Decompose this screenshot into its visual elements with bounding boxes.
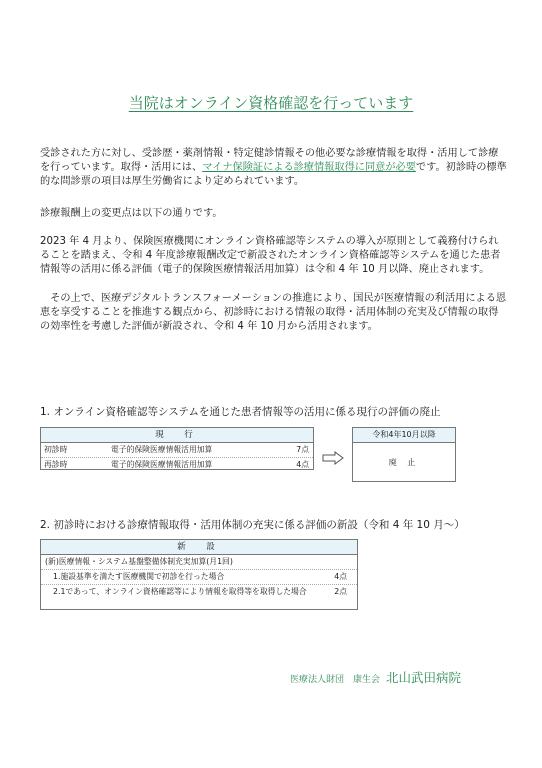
after-change-body: 廃 止 xyxy=(388,458,420,467)
row-label: 初診時 xyxy=(44,445,68,454)
footer-signature xyxy=(290,668,461,686)
arrow-right-icon xyxy=(322,451,344,465)
intro-paragraph-3: 2023 年 4 月より、保険医療機関にオンライン資格確認等システムの導入が原則として義務付けられることを踏まえ、令和 4 年度診療報酬改定で新設されたオンライン資格確認等システムを通じた患者情報等の活用に係る評価（電子的保険医療情報活用加算）は令和 4 年 10 月以降、廃止されます。 xyxy=(40,236,501,275)
row-points: 7点 xyxy=(296,445,309,454)
section-1-heading: 1. オンライン資格確認等システムを通じた患者情報等の活用に係る現行の評価の廃止 xyxy=(40,406,441,418)
row-points: 4点 xyxy=(296,460,309,469)
table-row xyxy=(41,457,313,472)
row-points: 4点 xyxy=(334,572,347,581)
row-item: (新)医療情報・システム基盤整備体制充実加算(月1回) xyxy=(45,557,233,566)
new-table-header: 新 設 xyxy=(41,540,357,555)
after-change-box xyxy=(352,427,456,482)
current-table xyxy=(40,427,314,470)
current-table-header: 現 行 xyxy=(41,428,313,443)
table-row xyxy=(41,555,357,569)
consent-highlight: マイナ保険証による診療情報取得に同意が必要 xyxy=(202,162,416,173)
section-2-heading: 2. 初診時における診療情報取得・活用体制の充実に係る評価の新設（令和 4 年 10 月～） xyxy=(40,519,465,531)
after-change-header: 令和4年10月以降 xyxy=(353,428,455,443)
new-table xyxy=(40,539,358,610)
table-row xyxy=(41,569,357,584)
intro-paragraph-1: 受診された方に対し、受診歴・薬剤情報・特定健診情報その他必要な診療情報を取得・活用して診療を行っています。取得・活用には、マイナ保険証による診療情報取得に同意が必要です。初診時の標準的な問診票の項目は厚生労働省により定められています。 xyxy=(40,148,507,187)
page-title: 当院はオンライン資格確認を行っています xyxy=(128,94,414,112)
row-item: 電子的保険医療情報活用加算 xyxy=(111,445,213,454)
table-row xyxy=(41,443,313,457)
hospital-name: 北山武田病院 xyxy=(386,670,462,685)
row-label: 再診時 xyxy=(44,460,68,469)
row-item: 1.施設基準を満たす医療機関で初診を行った場合 xyxy=(53,572,225,581)
intro-paragraph-2: 診療報酬上の変更点は以下の通りです。 xyxy=(40,208,223,219)
row-points: 2点 xyxy=(334,587,347,596)
intro-paragraph-4: その上で、医療デジタルトランスフォーメーションの推進により、国民が医療情報の利活用による恩恵を享受することを推進する観点から、初診時における情報の取得・活用体制の充実及び情報の取得の効率性を考慮した評価が新設され、令和 4 年 10 月から活用されます。 xyxy=(40,293,507,332)
table-row xyxy=(41,584,357,599)
organization-name: 医療法人財団 康生会 xyxy=(290,675,381,685)
row-item: 電子的保険医療情報活用加算 xyxy=(111,460,213,469)
row-item: 2.1であって、オンライン資格確認等により情報を取得等を取得した場合 xyxy=(53,587,307,596)
